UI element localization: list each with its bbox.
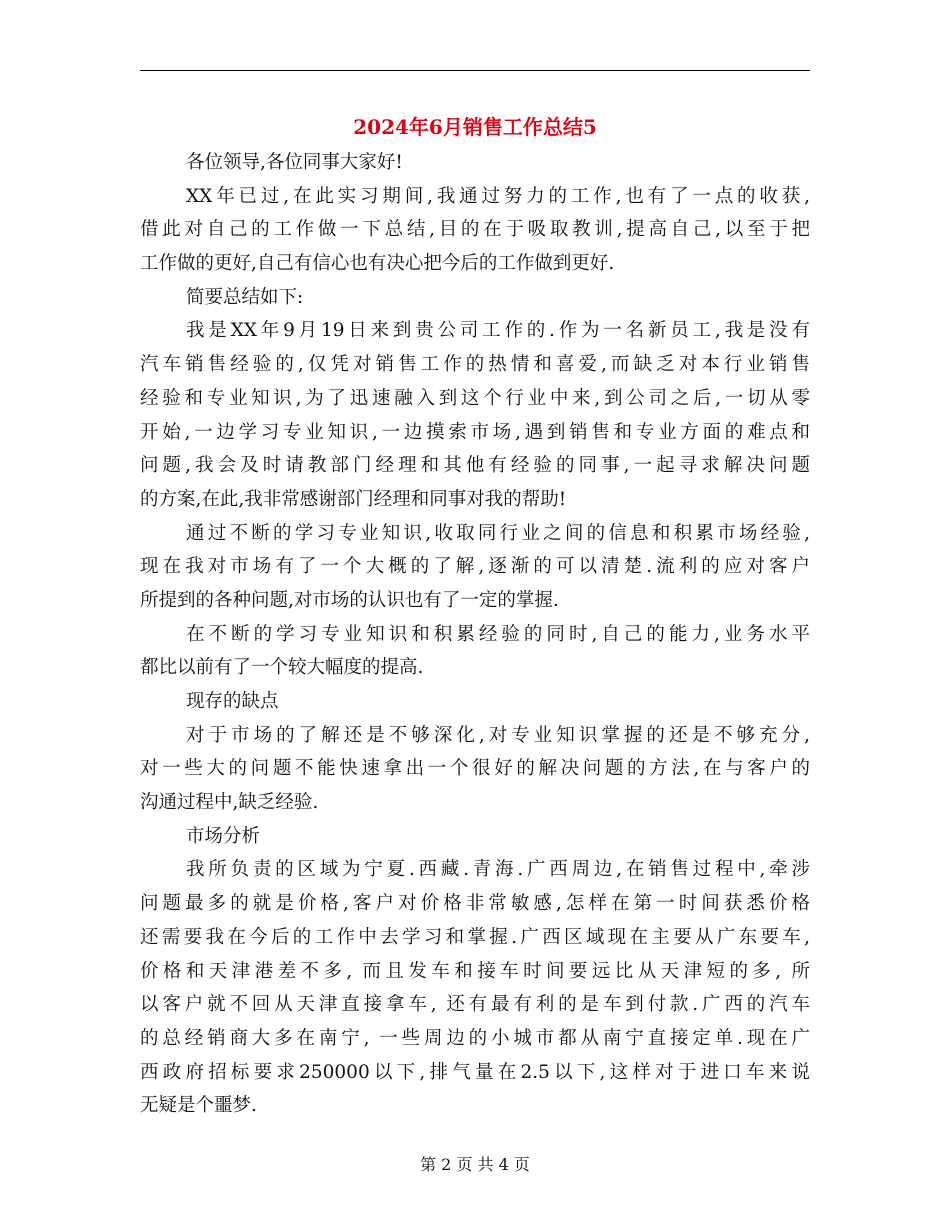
- body-line: 问题最多的就是价格,客户对价格非常敏感,怎样在第一时间获悉价格: [140, 893, 810, 915]
- body-line: 在不断的学习专业知识和积累经验的同时,自己的能力,业务水平: [186, 623, 810, 645]
- page-footer: 第 2 页 共 4 页: [420, 1155, 530, 1174]
- body-line: 以客户就不回从天津直接拿车, 还有最有利的是车到付款.广西的汽车: [140, 994, 810, 1016]
- body-line: 汽车销售经验的,仅凭对销售工作的热情和喜爱,而缺乏对本行业销售: [140, 354, 810, 376]
- document-body: [140, 146, 810, 1123]
- body-line: 价格和天津港差不多, 而且发车和接车时间要远比从天津短的多, 所: [140, 960, 810, 982]
- document-title: 2024年6月销售工作总结5: [353, 115, 597, 139]
- body-line: 通过不断的学习专业知识,收取同行业之间的信息和积累市场经验,: [186, 522, 810, 544]
- body-line: 各位领导,各位同事大家好!: [186, 152, 403, 173]
- body-line: 借此对自己的工作做一下总结,目的在于吸取教训,提高自己,以至于把: [140, 219, 810, 241]
- body-line: 问题,我会及时请教部门经理和其他有经验的同事,一起寻求解决问题: [140, 455, 810, 477]
- body-line: 市场分析: [186, 825, 261, 847]
- body-line: 所提到的各种问题,对市场的认识也有了一定的掌握.: [140, 589, 559, 611]
- body-line: 的总经销商大多在南宁, 一些周边的小城市都从南宁直接定单.现在广: [140, 1027, 810, 1049]
- body-line: 简要总结如下:: [186, 286, 304, 308]
- body-line: 开始,一边学习专业知识,一边摸索市场,遇到销售和专业方面的难点和: [140, 421, 810, 443]
- body-line: 还需要我在今后的工作中去学习和掌握.广西区域现在主要从广东要车,: [140, 926, 810, 948]
- body-line: 现在我对市场有了一个大概的了解,逐渐的可以清楚.流利的应对客户: [140, 556, 810, 578]
- body-line: 的方案,在此,我非常感谢部门经理和同事对我的帮助!: [140, 488, 567, 510]
- body-line: 对一些大的问题不能快速拿出一个很好的解决问题的方法,在与客户的: [140, 758, 810, 780]
- body-line: 现存的缺点: [186, 691, 279, 712]
- body-line: 都比以前有了一个较大幅度的提高.: [140, 657, 424, 679]
- body-line: 工作做的更好,自己有信心也有决心把今后的工作做到更好.: [140, 253, 615, 275]
- header-rule: [140, 70, 810, 71]
- body-line: 无疑是个噩梦.: [140, 1095, 257, 1117]
- body-line: 我是XX年9月19日来到贵公司工作的.作为一名新员工,我是没有: [186, 320, 810, 342]
- body-line: 沟通过程中,缺乏经验.: [140, 792, 319, 814]
- body-line: 对于市场的了解还是不够深化,对专业知识掌握的还是不够充分,: [186, 724, 810, 746]
- body-line: 西政府招标要求250000以下,排气量在2.5以下,这样对于进口车来说: [140, 1061, 810, 1083]
- body-line: 我所负责的区域为宁夏.西藏.青海.广西周边,在销售过程中,牵涉: [186, 859, 810, 881]
- body-line: 经验和专业知识,为了迅速融入到这个行业中来,到公司之后,一切从零: [140, 387, 810, 409]
- body-line: XX年已过,在此实习期间,我通过努力的工作,也有了一点的收获,: [186, 185, 810, 207]
